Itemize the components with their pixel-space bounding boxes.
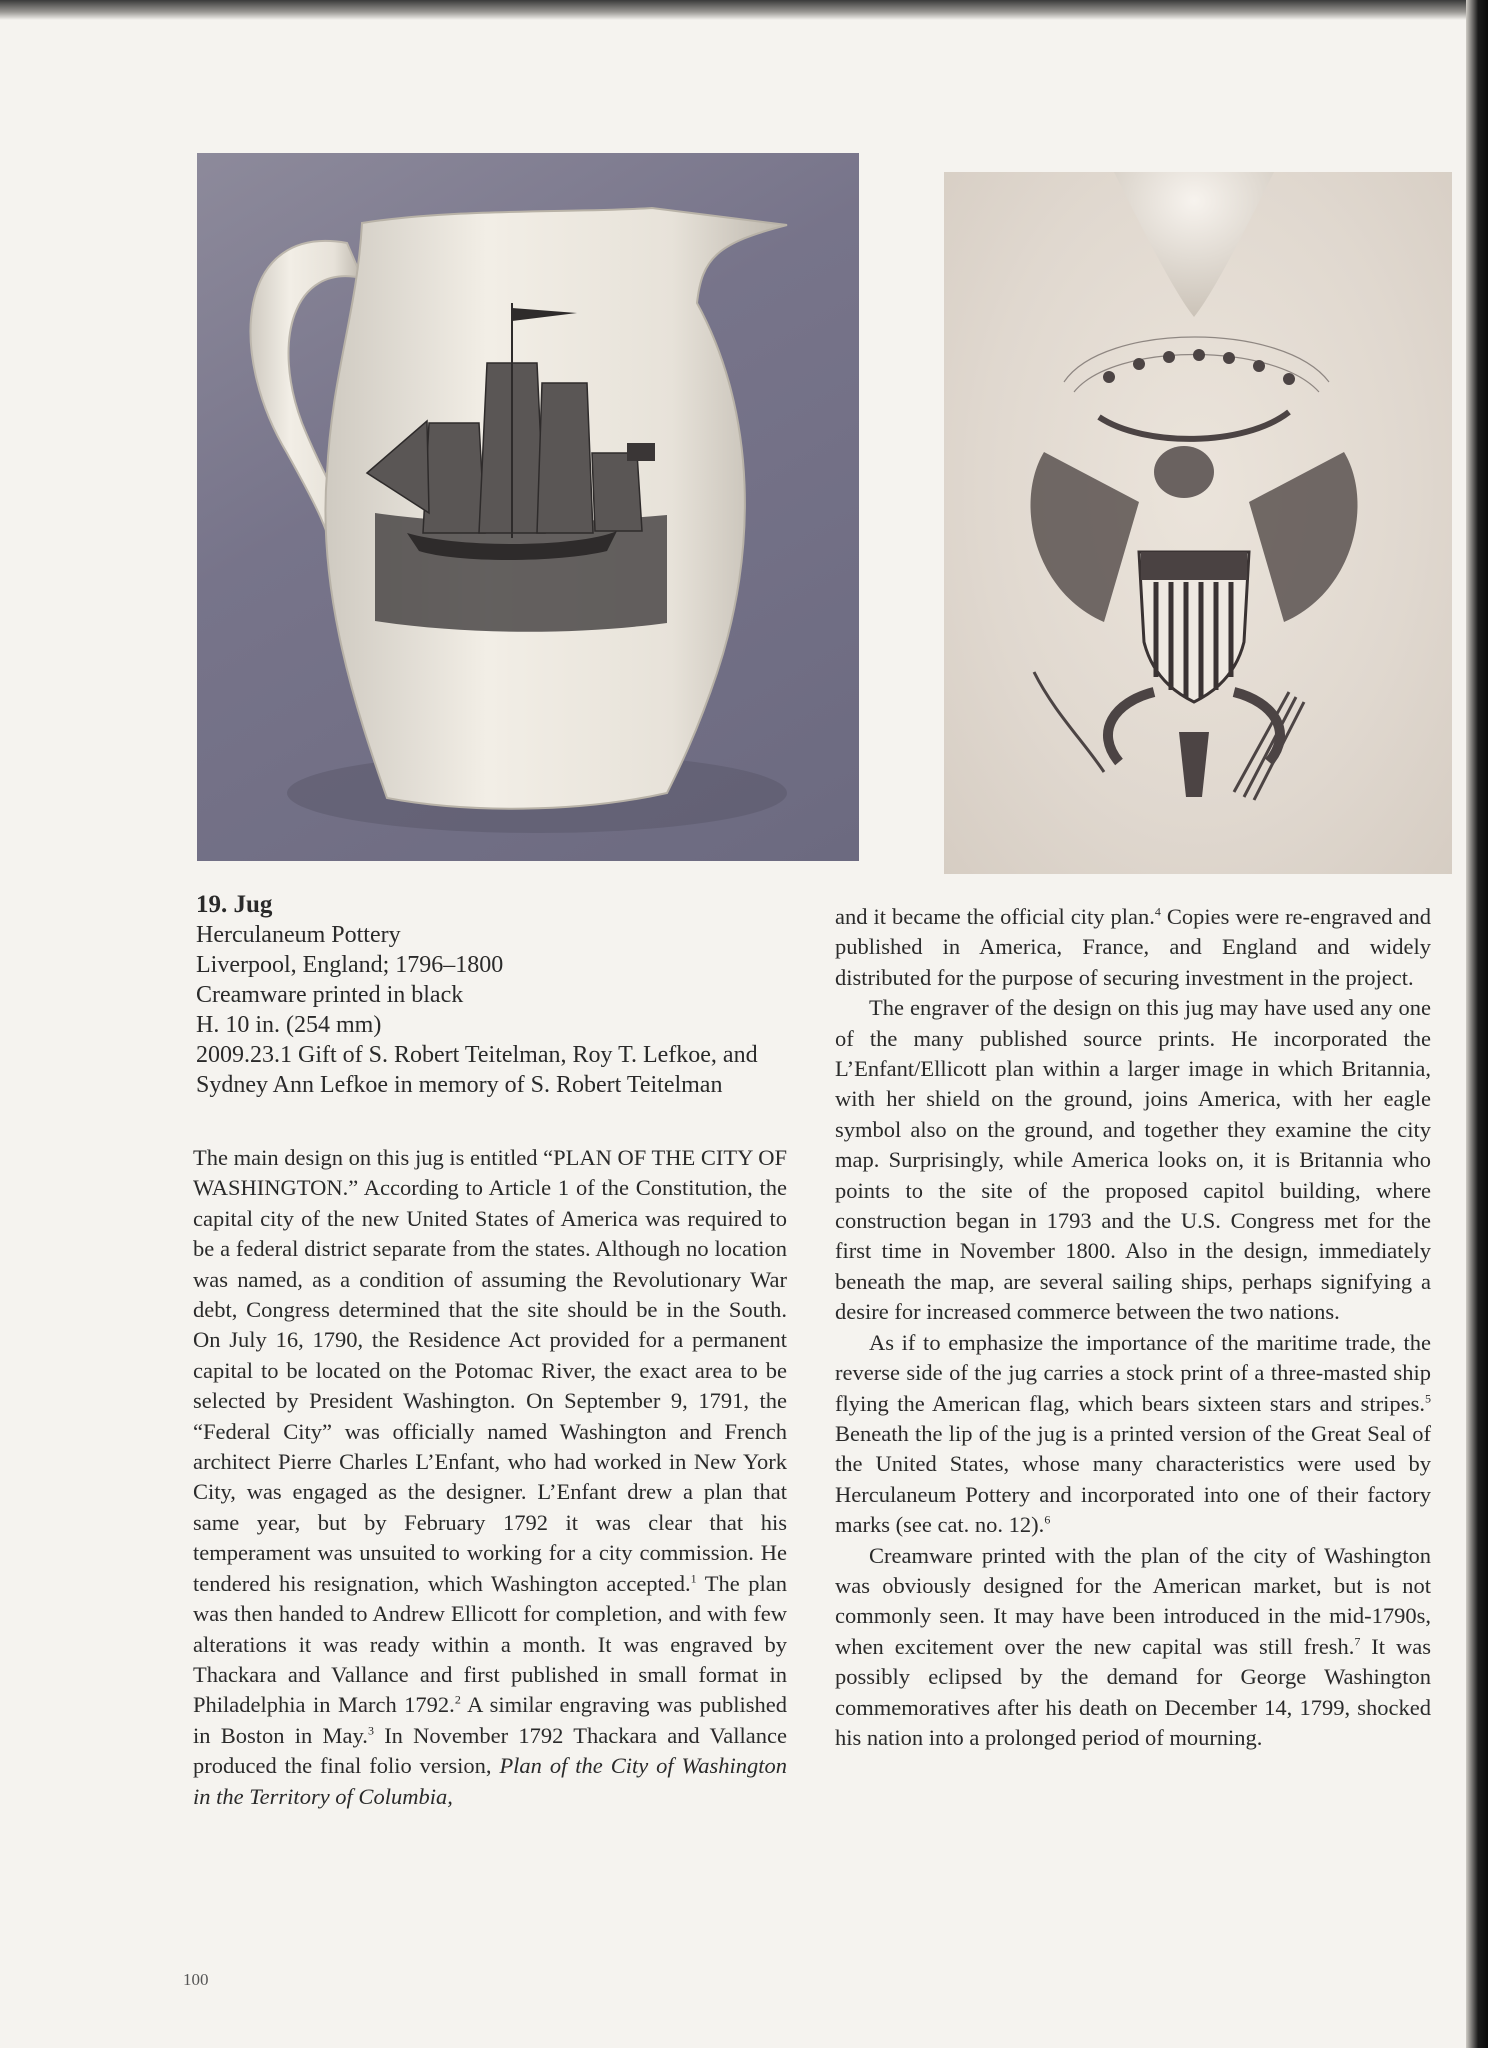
body-text: A similar engraving was published in Boston in May. bbox=[193, 1692, 787, 1748]
eagle-seal-illustration bbox=[944, 172, 1452, 874]
book-gutter-shadow bbox=[1466, 0, 1488, 2048]
footnote-ref: 1 bbox=[690, 1571, 697, 1586]
body-text: It was possibly eclipsed by the demand for George Washington commemoratives after his death on December 14, 1799, shocked his nation into a prolonged period of mourning. bbox=[835, 1633, 1431, 1750]
catalog-credit-line: 2009.23.1 Gift of S. Robert Teitelman, Roy T. Lefkoe, and bbox=[196, 1042, 758, 1068]
body-column-right bbox=[835, 902, 1431, 1753]
scan-shadow-top bbox=[0, 0, 1488, 20]
catalog-dimensions: H. 10 in. (254 mm) bbox=[196, 1012, 382, 1038]
body-text: The plan was then handed to Andrew Ellicott for completion, and with few alterations it was ready within a month. It was engraved by Thackara and Vallance and first published in small format in Philadelphia in March 1792. bbox=[193, 1570, 787, 1718]
footnote-ref: 6 bbox=[1044, 1512, 1051, 1527]
body-text: Copies were re-engraved and published in America, France, and England and widely distributed for the purpose of securing investment in the project. bbox=[835, 904, 1431, 990]
body-paragraph bbox=[835, 902, 1431, 993]
body-column-left bbox=[193, 1143, 787, 1812]
body-text: Beneath the lip of the jug is a printed version of the Great Seal of the United States, whose many characteristics were used by Herculaneum Pottery and incorporated into one of their factory marks (see cat. no. 12). bbox=[835, 1420, 1431, 1538]
body-text: In November 1792 Thackara and Vallance produced the final folio version, bbox=[193, 1722, 787, 1779]
footnote-ref: 7 bbox=[1354, 1634, 1361, 1649]
footnote-ref: 5 bbox=[1425, 1391, 1431, 1405]
body-paragraph bbox=[835, 1328, 1431, 1541]
page-number: 100 bbox=[183, 1970, 209, 1989]
footnote-ref: 3 bbox=[367, 1723, 374, 1738]
catalog-title: 19. Jug bbox=[196, 891, 273, 918]
catalog-maker: Herculaneum Pottery bbox=[196, 922, 401, 948]
jug-illustration bbox=[197, 153, 859, 861]
body-paragraph bbox=[193, 1143, 787, 1812]
great-seal-photo bbox=[944, 172, 1452, 874]
catalog-material: Creamware printed in black bbox=[196, 982, 464, 1008]
catalog-place-date: Liverpool, England; 1796–1800 bbox=[196, 952, 504, 978]
body-text: and it became the official city plan. bbox=[835, 904, 1155, 929]
catalog-credit-line: Sydney Ann Lefkoe in memory of S. Robert Teitelman bbox=[196, 1072, 723, 1098]
body-text: The main design on this jug is entitled “PLAN OF THE CITY OF WASHINGTON.” According to Article 1 of the Constitution, the capital city of the new United States of America was required to be a federal district separate from the states. Although no location was named, as a condition of assuming the Revolutionary War debt, Congress determined that the site should be in the South. On July 16, 1790, the Residence Act provided for a permanent capital to be located on the Potomac River, the exact area to be selected by President Washington. On September 9, 1791, the “Federal City” was officially named Washington and French architect Pierre Charles L’Enfant, who had worked in New York City, was engaged as the designer. L’Enfant drew a plan that same year, but by February 1792 it was clear that his temperament was unsuited to working for a city commission. He tendered his resignation, which Washington accepted. bbox=[193, 1145, 787, 1596]
jug-photo bbox=[197, 153, 859, 861]
catalog-caption bbox=[196, 890, 796, 1100]
footnote-ref: 4 bbox=[1154, 904, 1161, 919]
plan-title: Plan of the City of Washington in the Territory of Columbia, bbox=[193, 1753, 787, 1809]
body-text: As if to emphasize the importance of the maritime trade, the reverse side of the jug carries a stock print of a three-masted ship flying the American flag, which bears sixteen stars and stripes. bbox=[835, 1329, 1431, 1416]
body-text: Creamware printed with the plan of the city of Washington was obviously designed for the American market, but is not commonly seen. It may have been introduced in the mid-1790s, when excitement over the new capital was still fresh. bbox=[835, 1542, 1431, 1659]
footnote-ref: 2 bbox=[454, 1692, 461, 1707]
body-paragraph: The engraver of the design on this jug may have used any one of the many published source prints. He incorporated the L’Enfant/Ellicott plan within a larger image in which Britannia, with her shield on the ground, joins America, with her eagle symbol also on the ground, and together they examine the city map. Surprisingly, while America looks on, it is Britannia who points to the site of the proposed capitol building, where construction began in 1793 and the U.S. Congress met for the first time in November 1800. Also in the design, immediately beneath the map, are several sailing ships, perhaps signifying a desire for increased commerce between the two nations. bbox=[835, 995, 1431, 1325]
body-paragraph bbox=[835, 1541, 1431, 1754]
